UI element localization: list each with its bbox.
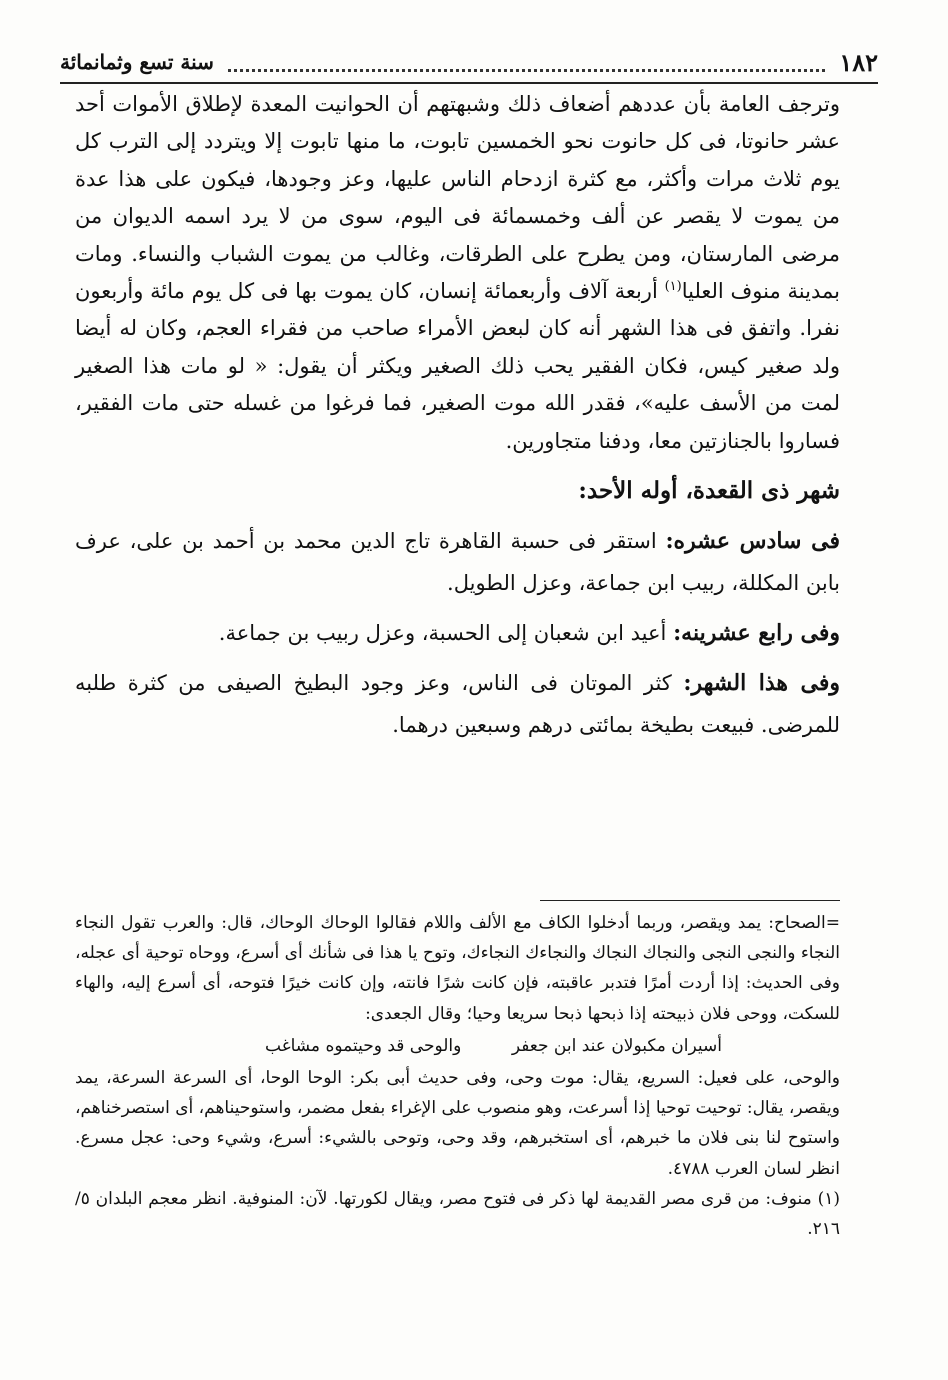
- entry-this-month: [75, 662, 840, 746]
- entry-sixteenth: [75, 520, 840, 604]
- page-number: ١٨٢: [839, 47, 878, 77]
- entry-lead: فى سادس عشره:: [665, 528, 841, 555]
- entry-text: استقر فى حسبة القاهرة تاج الدين محمد بن أحمد بن على، عرف بابن المكللة، ربيب ابن جماعة، وعزل الطويل.: [75, 529, 840, 596]
- poetry-verse: [75, 1031, 840, 1061]
- paragraph-plague: [75, 86, 840, 460]
- entry-lead: وفى رابع عشرينه:: [673, 620, 840, 647]
- entry-text: كثر الموتان فى الناس، وعز وجود البطيخ الصيفى من كثرة طلبه للمرضى. فبيعت بطيخة بمائتى درهم وسبعين درهما.: [75, 671, 840, 738]
- footnote-definition: والوحى، على فعيل: السريع، يقال: موت وحى، وفى حديث أبى بكر: الوحا الوحا، أى السرعة السرعة، يمد ويقصر، يقال: توحيت توحيا إذا أسرعت، وهو منصوب على الإغراء بفعل مضمر، واستوحيناهم، أى استصرخناهم، واستوح لنا بنى فلان ما خبرهم، أى استخبرهم، وقد وحى، وتوحى بالشيء: أسرع، وشيء وحى: عجل مسرع. انظر لسان العرب ٤٧٨٨.: [75, 1068, 840, 1179]
- page-header: [60, 42, 878, 84]
- running-title: سنة تسع وثمانمائة: [60, 50, 214, 74]
- footnote-marker: (١): [664, 279, 682, 295]
- paragraph-text: وترجف العامة بأن عددهم أضعاف ذلك وشبهتهم أن الحوانيت المعدة لإطلاق الأموات أحد عشر حانوتا، فى كل حانوت نحو الخمسين تابوت، ما منها تابوت إلا ويتردد إلى الترب كل يوم ثلاث مرات وأكثر، مع كثرة ازدحام الناس عليها، وعز وجودها، فيكون على هذا عدة من يموت لا يقصر عن ألف وخمسمائة فى اليوم، سوى من لا يرد اسمه الديوان من مرضى المارستان، ومن يطرح على الطرقات، وغالب من يموت الشباب والنساء. ومات بمدينة منوف العليا: [75, 92, 840, 304]
- verse-second-hemistich: والوحى قد وحيتموه مشاغب: [265, 1035, 462, 1056]
- header-dot-leader: [228, 53, 825, 72]
- verse-first-hemistich: أسيران مكبولان عند ابن جعفر: [511, 1035, 722, 1056]
- entry-text: أعيد ابن شعبان إلى الحسبة، وعزل ربيب بن جماعة.: [218, 621, 674, 646]
- footnote-continued: =الصحاح: يمد ويقصر، وربما أدخلوا الكاف مع الألف واللام فقالوا الوحاك الوحاك، قال: والعرب تقول النجاء النجاء والنجى النجى والنجاك النجاك والنجاءك النجاءك، وتوح يا هذا فى شأنك أى أسرع، ووحاه توحية أى عجله، وفى الحديث: إذا أردت أمرًا فتدبر عاقبته، فإن كانت شرًا فانته، وإن كانت خيرًا فتوحه، أى أسرع إليه، والهاء للسكت، ووحى فلان ذبيحته إذا ذبحها ذبحا سريعا وحيا؛ وقال الجعدى:: [75, 913, 840, 1024]
- month-heading: شهر ذى القعدة، أوله الأحد:: [578, 477, 840, 505]
- entry-lead: وفى هذا الشهر:: [683, 670, 840, 697]
- footnotes: [75, 908, 840, 1244]
- main-text: [75, 86, 840, 754]
- paragraph-text-continued: أربعة آلاف وأربعمائة إنسان، كان يموت بها فى كل يوم مائة وأربعون نفرا. واتفق فى هذا الشهر أنه كان لبعض الأمراء صاحب من فقراء العجم، وكان له أيضا ولد صغير كيس، فكان الفقير يحب ذلك الصغير ويكثر أن يقول: « لو مات هذا الصغير لمت من الأسف عليه»، فقدر الله موت الصغير، فما فرغوا من غسله حتى مات الفقير، فساروا بالجنازتين معا، ودفنا متجاورين.: [75, 279, 840, 453]
- footnote-separator: [540, 900, 840, 901]
- entry-twenty-fourth: [75, 612, 840, 654]
- footnote-1: (١) منوف: من قرى مصر القديمة لها ذكر فى فتوح مصر، ويقال لكورتها. لآن: المنوفية. انظر معجم البلدان ٥/ ٢١٦.: [75, 1188, 840, 1240]
